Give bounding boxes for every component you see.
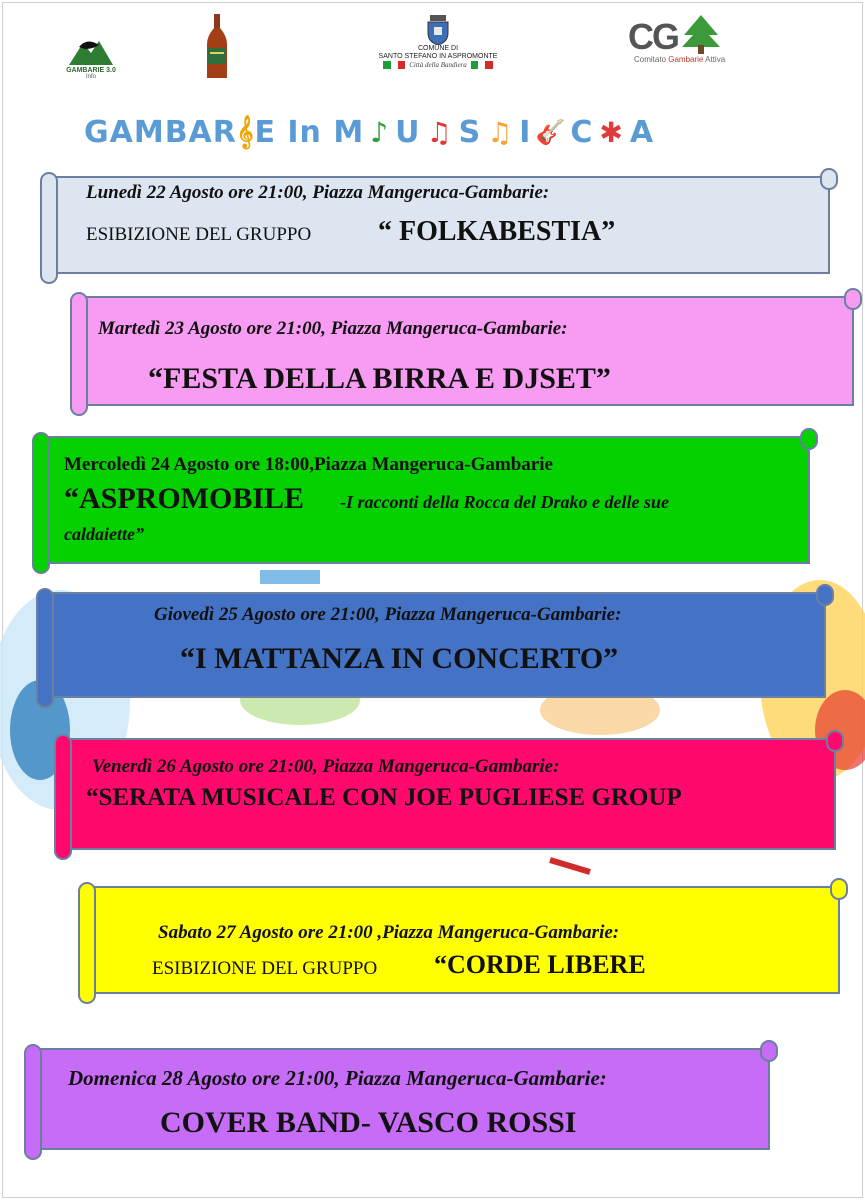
coat-of-arms-icon <box>425 15 451 45</box>
event-banner-2 <box>78 296 854 406</box>
event-date: Martedì 23 Agosto ore 21:00, Piazza Mangeruca-Gambarie: <box>98 318 568 339</box>
comune-line2: SANTO STEFANO IN ASPROMONTE <box>378 53 498 60</box>
event-prefix: ESIBIZIONE DEL GRUPPO <box>152 958 378 979</box>
dancer-icon: ✱ <box>599 115 624 149</box>
comitato-mark-row <box>628 13 724 55</box>
event-date: Giovedì 25 Agosto ore 21:00, Piazza Mangeruca-Gambarie: <box>154 604 622 625</box>
title-part: I <box>519 114 532 150</box>
music-notes-icon: ♫ <box>426 115 453 149</box>
scroll-curl-right <box>830 878 848 900</box>
title-part: GAMBAR <box>84 114 237 150</box>
gambarie-mountain-icon <box>65 35 117 67</box>
comitato-logo <box>628 8 778 68</box>
event-headline: “SERATA MUSICALE CON JOE PUGLIESE GROUP <box>86 784 682 811</box>
title-part: U <box>395 114 421 150</box>
event-note: -I racconti della Rocca del Drako e delle sue <box>340 492 669 512</box>
comitato-mark: CG <box>628 15 678 57</box>
scroll-curl-left <box>54 734 72 860</box>
gambarie-logo <box>60 30 122 84</box>
event-date: Domenica 28 Agosto ore 21:00, Piazza Mangeruca-Gambarie: <box>68 1066 607 1090</box>
title-part: E In M <box>254 114 365 150</box>
scroll-curl-right <box>826 730 844 752</box>
event-date: Lunedì 22 Agosto ore 21:00, Piazza Mangeruca-Gambarie: <box>86 182 550 203</box>
scroll-curl-right <box>820 168 838 190</box>
event-banner-6 <box>86 886 840 994</box>
comune-line1: COMUNE DI <box>417 45 459 52</box>
scroll-curl-right <box>816 584 834 606</box>
event-headline: “ FOLKABESTIA” <box>378 216 616 247</box>
event-headline: “ASPROMOBILE <box>64 482 305 515</box>
scroll-curl-left <box>40 172 58 284</box>
treble-clef-icon: 𝄞 <box>236 115 255 148</box>
event-headline: “I MATTANZA IN CONCERTO” <box>180 642 619 675</box>
italian-flag-icon <box>471 61 493 69</box>
music-notes-icon: ♫ <box>487 115 514 149</box>
event-headline: “CORDE LIBERE <box>434 950 646 979</box>
event-headline: “FESTA DELLA BIRRA E DJSET” <box>148 362 611 395</box>
event-banner-3 <box>40 436 810 564</box>
event-banner-5 <box>62 738 836 850</box>
event-banner-4 <box>44 592 826 698</box>
scroll-curl-right <box>800 428 818 450</box>
scroll-curl-right <box>844 288 862 310</box>
tree-icon <box>678 13 724 55</box>
event-date: Sabato 27 Agosto ore 21:00 ,Piazza Mangeruca-Gambarie: <box>158 922 620 943</box>
title-part: A <box>629 114 655 150</box>
scroll-curl-left <box>32 432 50 574</box>
page-title <box>84 104 784 160</box>
title-part: C <box>570 114 594 150</box>
gambarie-logo-sub: Info <box>85 73 96 80</box>
title-part: S <box>458 114 482 150</box>
event-prefix: ESIBIZIONE DEL GRUPPO <box>86 224 312 245</box>
event-banner-7 <box>32 1048 770 1150</box>
event-headline: COVER BAND- VASCO ROSSI <box>160 1106 577 1139</box>
event-date: Venerdì 26 Agosto ore 21:00, Piazza Mangeruca-Gambarie: <box>92 756 560 777</box>
event-note-continued: caldaiette” <box>64 524 144 544</box>
guitar-icon: 🎸 <box>535 118 567 146</box>
event-date: Mercoledì 24 Agosto ore 18:00,Piazza Mangeruca-Gambarie <box>64 454 553 475</box>
scroll-curl-left <box>70 292 88 416</box>
italian-flag-icon <box>383 61 405 69</box>
comune-tagline-row <box>383 61 493 69</box>
comitato-text: Comitato Gambarie Attiva <box>634 54 726 64</box>
comune-logo <box>368 8 508 76</box>
beer-bottle-icon <box>203 12 231 80</box>
music-note-icon: ♪ <box>370 115 390 149</box>
comune-tagline: Città della Bandiera <box>409 61 467 69</box>
beer-bottle-logo <box>203 12 231 80</box>
gambarie-logo-label: GAMBARIE 3.0 <box>66 66 116 74</box>
scroll-curl-left <box>36 588 54 708</box>
scroll-curl-left <box>24 1044 42 1160</box>
scroll-curl-left <box>78 882 96 1004</box>
event-banner-1 <box>48 176 830 274</box>
scroll-curl-right <box>760 1040 778 1062</box>
